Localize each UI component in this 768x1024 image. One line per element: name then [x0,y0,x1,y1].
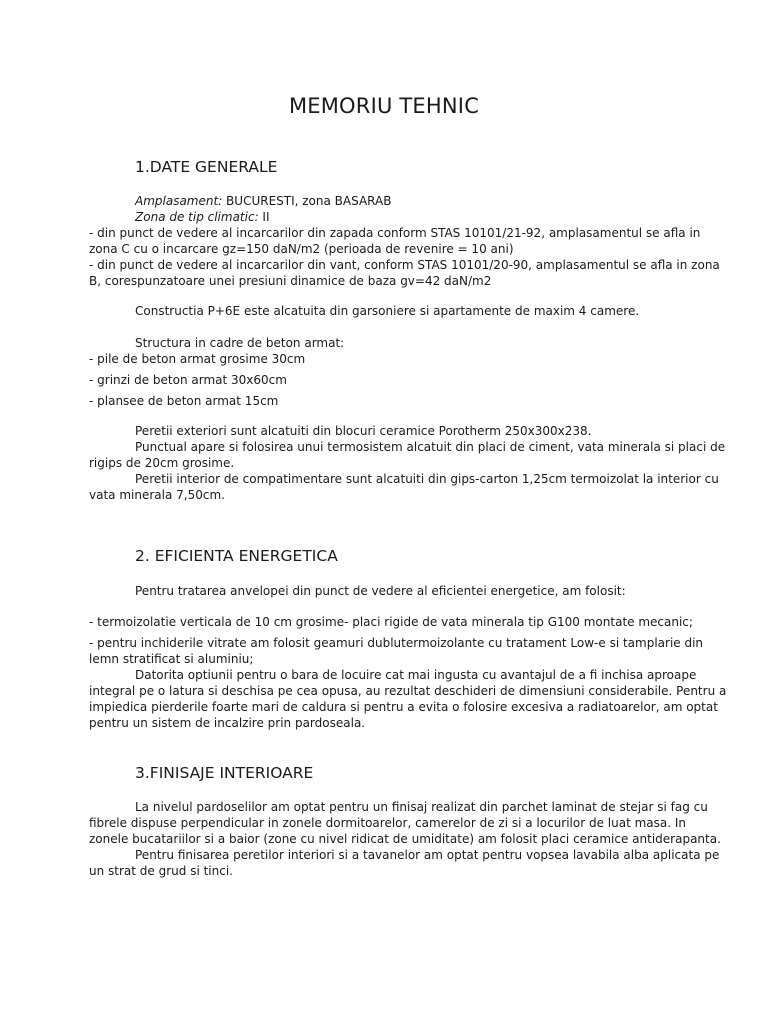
finisaje-p1-line-3: zonele bucatariilor si a baior (zone cu nivel ridicat de umiditate) am folosit placi ceramice antiderapanta. [89,832,721,846]
section-1-heading: 1.DATE GENERALE [135,158,278,176]
zona-climatic-value: II [258,210,270,224]
datorita-line-1: Datorita optiunii pentru o bara de locuire cat mai ingusta cu avantajul de a fi inchisa aproape [135,668,697,682]
finisaje-p2-line-1: Pentru finisarea peretilor interiori si a tavanelor am optat pentru vopsea lavabila alba aplicata pe [135,848,720,862]
finisaje-p2-line-2: un strat de grud si tinci. [89,864,233,878]
punctual-line-1: Punctual apare si folosirea unui termosistem alcatuit din placi de ciment, vata minerala si placi de [135,440,726,454]
snow-load-line-1: - din punct de vedere al incarcarilor din zapada conform STAS 10101/21-92, amplasamentul se afla in [89,226,701,240]
document-title: MEMORIU TEHNIC [288,94,480,118]
section-2-heading: 2. EFICIENTA ENERGETICA [135,547,338,565]
eficienta-intro: Pentru tratarea anvelopei din punct de vedere al eficientei energetice, am folosit: [135,584,626,598]
datorita-line-4: pentru un sistem de incalzire prin pardoseala. [89,716,366,730]
amplasament-label: Amplasament: [135,194,223,208]
section-3-heading: 3.FINISAJE INTERIOARE [135,764,314,782]
constructia-paragraph: Constructia P+6E este alcatuita din garsoniere si apartamente de maxim 4 camere. [135,304,640,318]
eficienta-item-2-line-2: lemn stratificat si aluminiu; [89,652,254,666]
snow-load-line-2: zona C cu o incarcare gz=150 daN/m2 (perioada de revenire = 10 ani) [89,242,514,256]
structure-item: - plansee de beton armat 15cm [89,394,279,408]
wind-load-line-2: B, corespunzatoare unei presiuni dinamice de baza gv=42 daN/m2 [89,274,492,288]
structure-item: - pile de beton armat grosime 30cm [89,352,306,366]
datorita-line-3: impiedica pierderile foarte mari de caldura si pentru a evita o folosire excesiva a radiatoarelor, am optat [89,700,718,714]
peretii-interior-line-1: Peretii interior de compatimentare sunt alcatuiti din gips-carton 1,25cm termoizolat la interior cu [135,472,719,486]
structura-heading: Structura in cadre de beton armat: [135,336,345,350]
structure-item: - grinzi de beton armat 30x60cm [89,373,287,387]
eficienta-item-1: - termoizolatie verticala de 10 cm grosime- placi rigide de vata minerala tip G100 montate mecanic; [89,615,693,629]
peretii-exteriori-paragraph: Peretii exteriori sunt alcatuiti din blocuri ceramice Porotherm 250x300x238. [135,424,592,438]
finisaje-p1-line-1: La nivelul pardoselilor am optat pentru un finisaj realizat din parchet laminat de stejar si fag cu [135,800,708,814]
amplasament-line [135,193,391,209]
finisaje-p1-line-2: fibrele dispuse perpendicular in zonele dormitoarelor, camerelor de zi si a locurilor de luat masa. In [89,816,687,830]
punctual-line-2: rigips de 20cm grosime. [89,456,235,470]
zona-climatic-label: Zona de tip climatic: [135,210,259,224]
peretii-interior-line-2: vata minerala 7,50cm. [89,488,225,502]
datorita-line-2: integral pe o latura si deschisa pe cea opusa, au rezultat deschideri de dimensiuni considerabile. Pentru a [89,684,727,698]
eficienta-item-2-line-1: - pentru inchiderile vitrate am folosit geamuri dublutermoizolante cu tratament Low-e si tamplarie din [89,636,704,650]
zona-climatic-line [135,209,270,225]
wind-load-line-1: - din punct de vedere al incarcarilor din vant, conform STAS 10101/20-90, amplasamentul se afla in zona [89,258,720,272]
amplasament-value: BUCURESTI, zona BASARAB [222,194,392,208]
